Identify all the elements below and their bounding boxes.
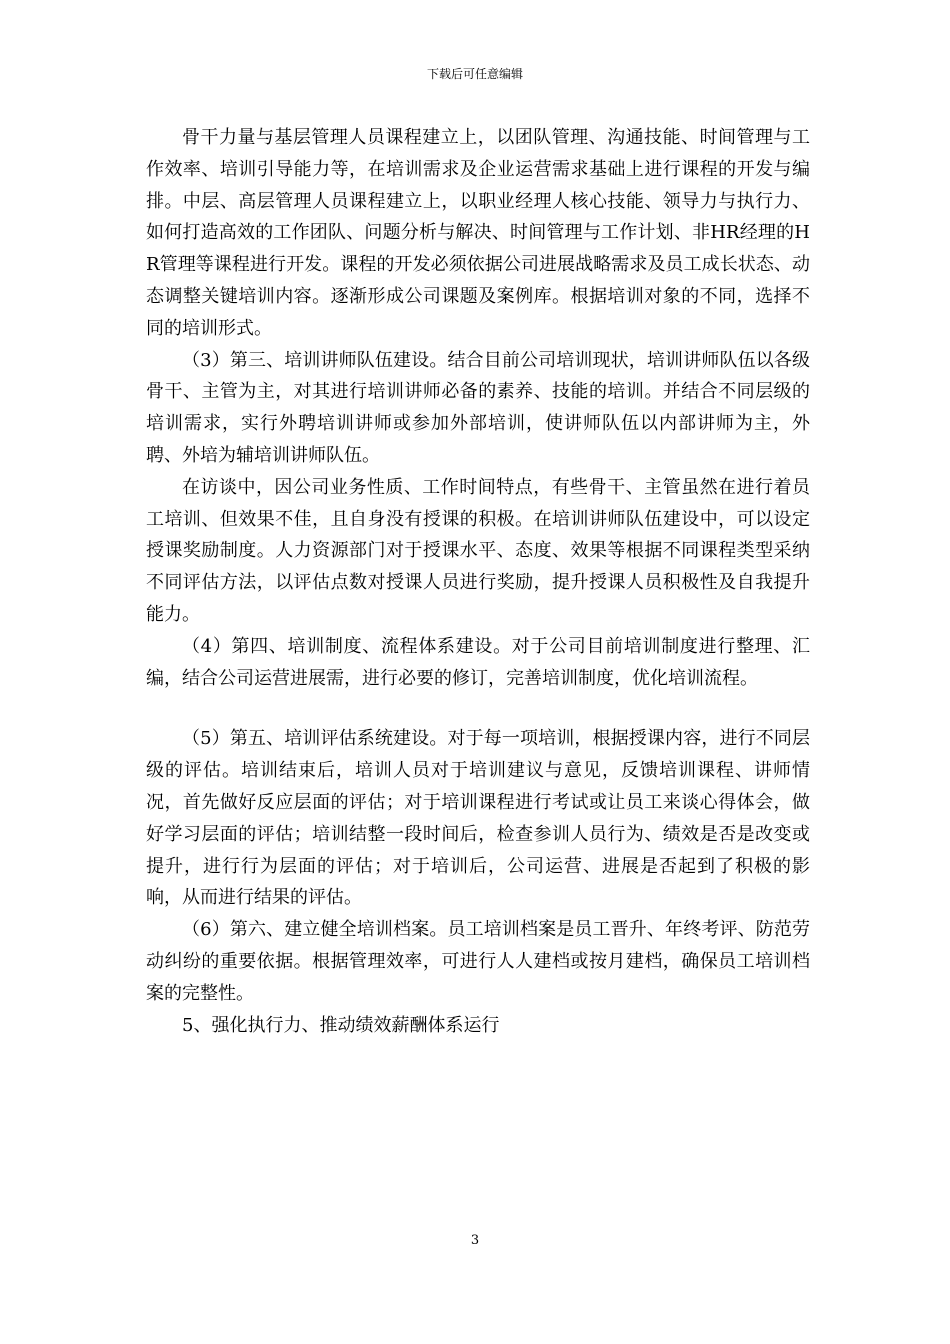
paragraph-interview: 在访谈中，因公司业务性质、工作时间特点，有些骨干、主管虽然在进行着员工培训、但效果不佳，且自身没有授课的积极。在培训讲师队伍建设中，可以设定授课奖励制度。人力资源部门对于授课水平、态度、效果等根据不同课程类型采纳不同评估方法，以评估点数对授课人员进行奖励，提升授课人员积极性及自我提升能力。 xyxy=(146,476,810,625)
paragraph-trainer-team: （3）第三、培训讲师队伍建设。结合目前公司培训现状，培训讲师队伍以各级骨干、主管为主，对其进行培训讲师必备的素养、技能的培训。并结合不同层级的培训需求，实行外聘培训讲师或参加外部培训，使讲师队伍以内部讲师为主，外聘、外培为辅培训讲师队伍。 xyxy=(146,349,810,466)
document-body xyxy=(146,122,810,1041)
paragraph-training-evaluation: （5）第五、培训评估系统建设。对于每一项培训，根据授课内容，进行不同层级的评估。培训结束后，培训人员对于培训建议与意见，反馈培训课程、讲师情况，首先做好反应层面的评估；对于培训课程进行考试或让员工来谈心得体会，做好学习层面的评估；培训结整一段时间后，检查参训人员行为、绩效是否是改变或提升，进行行为层面的评估；对于培训后，公司运营、进展是否起到了积极的影响，从而进行结果的评估。 xyxy=(146,728,810,909)
page-number: 3 xyxy=(470,1233,480,1248)
paragraph-training-archive: （6）第六、建立健全培训档案。员工培训档案是员工晋升、年终考评、防范劳动纠纷的重要依据。根据管理效率，可进行人人建档或按月建档，确保员工培训档案的完整性。 xyxy=(146,919,810,1004)
paragraph-training-system: （4）第四、培训制度、流程体系建设。对于公司目前培训制度进行整理、汇编，结合公司运营进展需，进行必要的修订，完善培训制度，优化培训流程。 xyxy=(146,635,810,689)
paragraph-course-building: 骨干力量与基层管理人员课程建立上，以团队管理、沟通技能、时间管理与工作效率、培训引导能力等，在培训需求及企业运营需求基础上进行课程的开发与编排。中层、高层管理人员课程建立上，以职业经理人核心技能、领导力与执行力、如何打造高效的工作团队、问题分析与解决、时间管理与工作计划、非HR经理的HR管理等课程进行开发。课程的开发必须依据公司进展战略需求及员工成长状态、动态调整关键培训内容。逐渐形成公司课题及案例库。根据培训对象的不同，选择不同的培训形式。 xyxy=(146,127,810,339)
paragraph-spacer xyxy=(146,694,810,723)
page-header: 下载后可任意编辑 xyxy=(426,67,523,81)
section-heading-execution: 5、强化执行力、推动绩效薪酬体系运行 xyxy=(182,1014,500,1036)
